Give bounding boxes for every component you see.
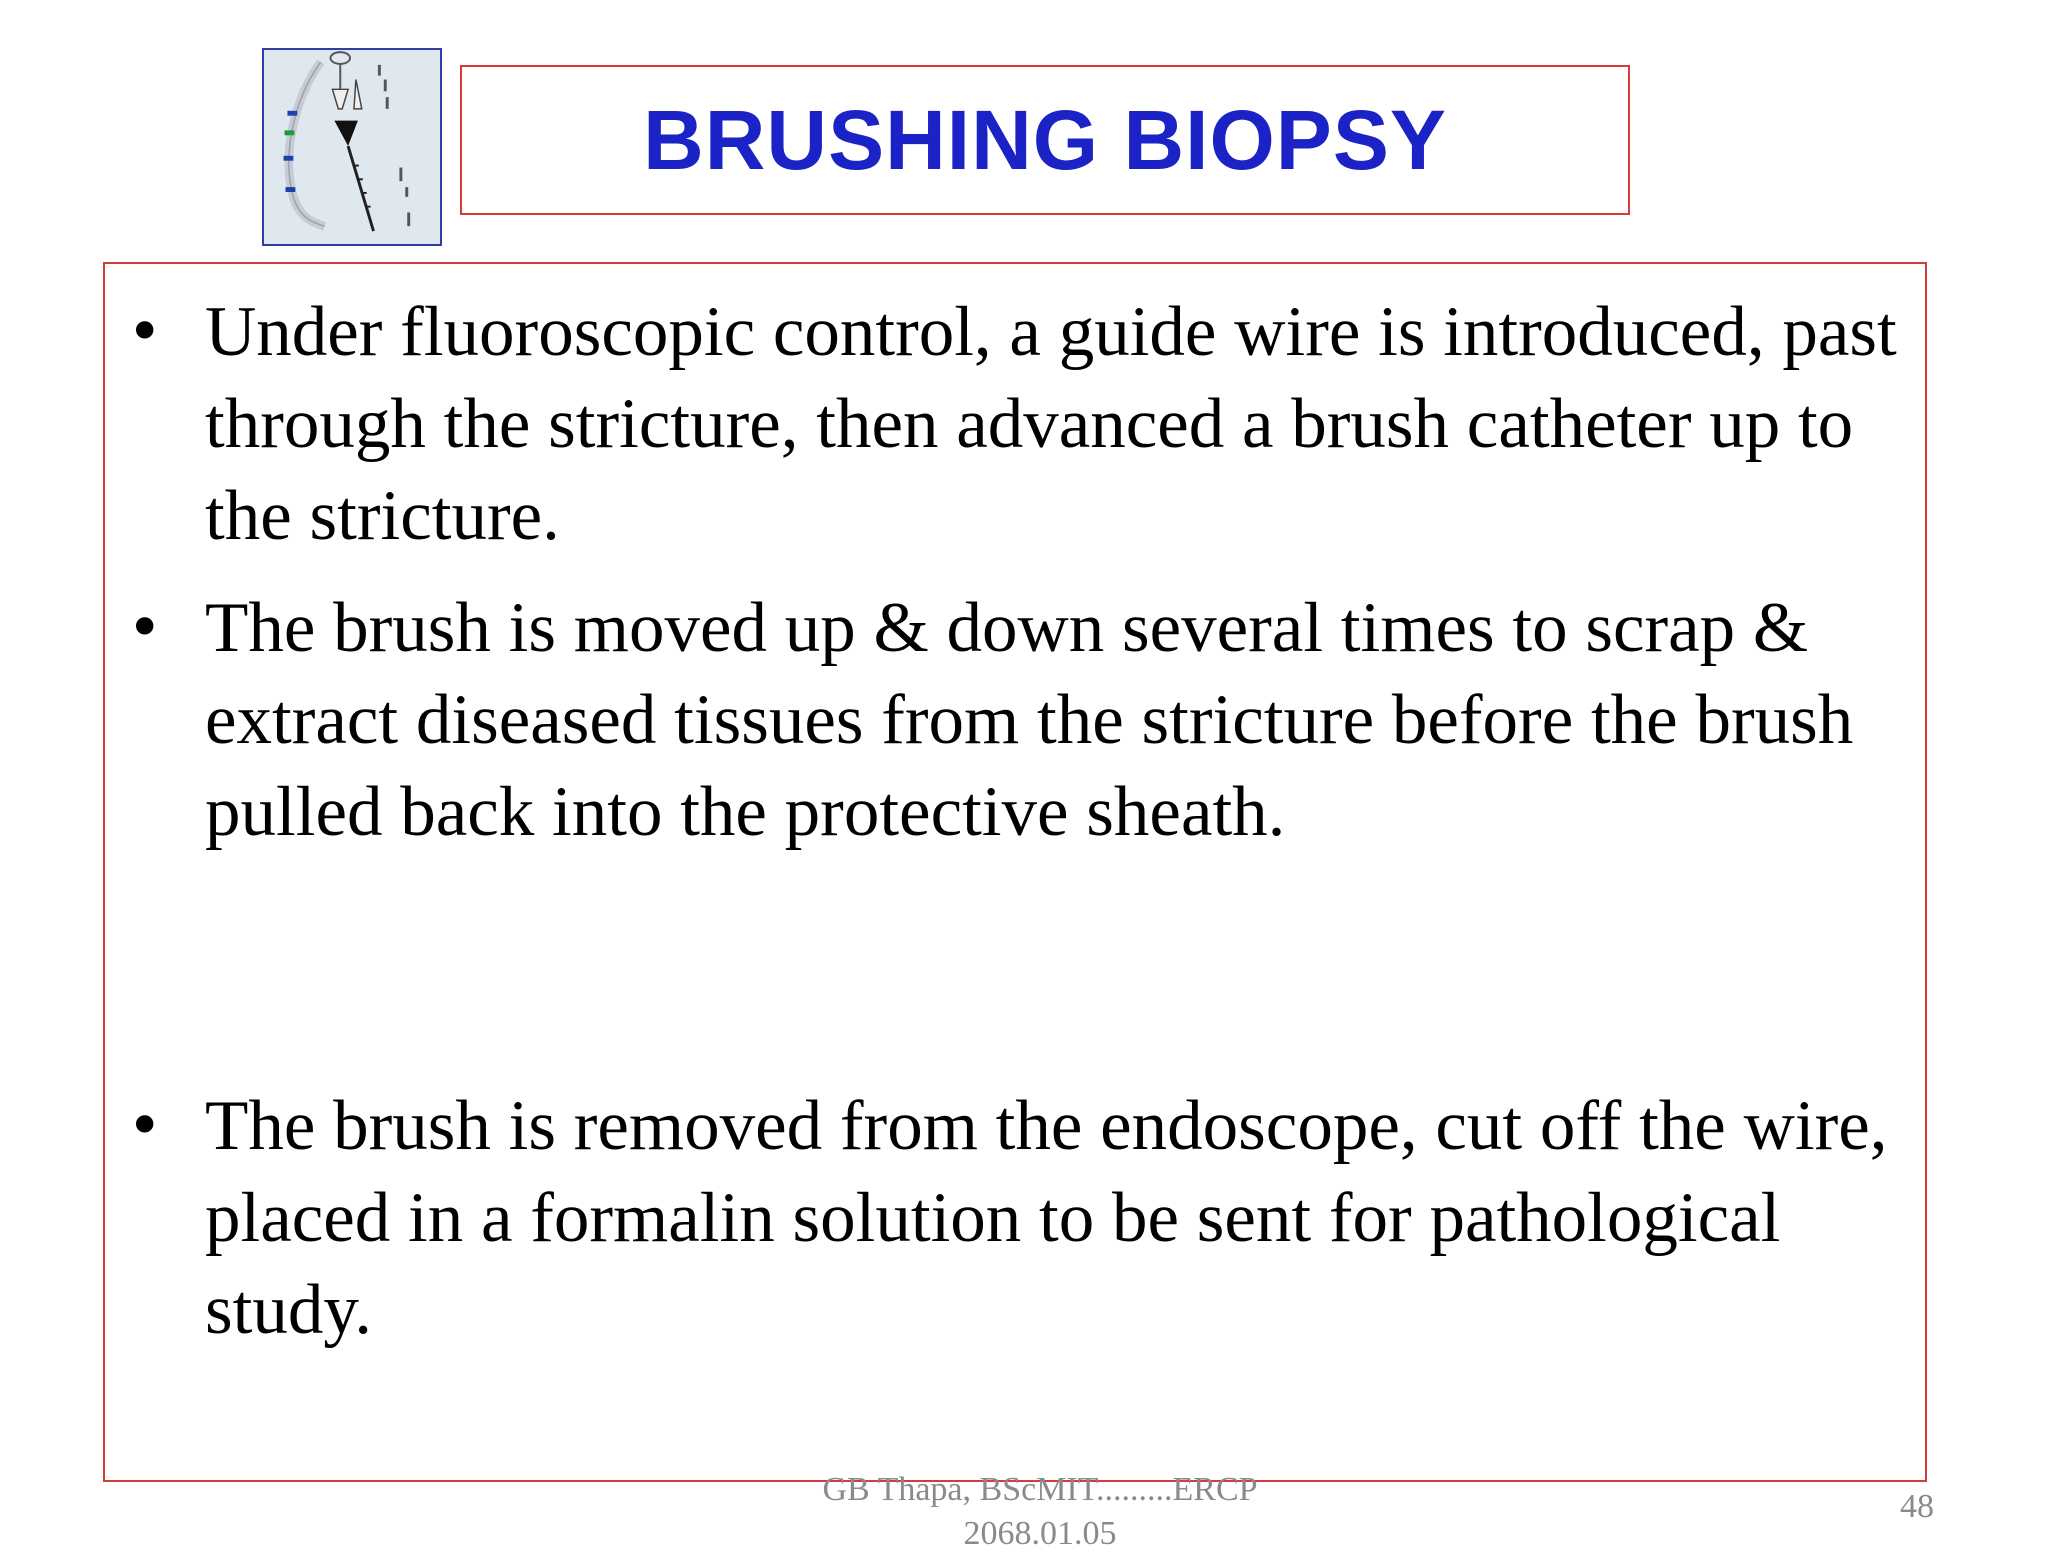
bullet-marker: •: [127, 297, 163, 367]
bullet-item: [127, 286, 1905, 562]
bullet-text: The brush is removed from the endoscope, cut off the wire, placed in a formalin solution to be sent for pathological study.: [205, 1087, 1888, 1349]
brush-catheter-image: [262, 48, 442, 246]
footer-date: 2068.01.05: [963, 1515, 1117, 1552]
slide-title: BRUSHING BIOPSY: [643, 92, 1447, 187]
bullet-item: [127, 582, 1905, 858]
footer-author: GB Thapa, BScMIT.........ERCP: [822, 1471, 1258, 1508]
title-box: [460, 65, 1630, 215]
footer: [700, 1468, 1380, 1556]
content-box: [103, 262, 1927, 1482]
bullet-item: [127, 1080, 1905, 1356]
bullet-marker: •: [127, 1091, 163, 1161]
bullet-text: The brush is moved up & down several times to scrap & extract diseased tissues from the stricture before the brush pulled back into the protective sheath.: [205, 589, 1854, 851]
page-number: 48: [1900, 1488, 1934, 1525]
bullet-text: Under fluoroscopic control, a guide wire is introduced, past through the stricture, then advanced a brush catheter up to the stricture.: [205, 293, 1897, 555]
bullet-marker: •: [127, 593, 163, 663]
brush-catheter-icon: [264, 50, 440, 244]
